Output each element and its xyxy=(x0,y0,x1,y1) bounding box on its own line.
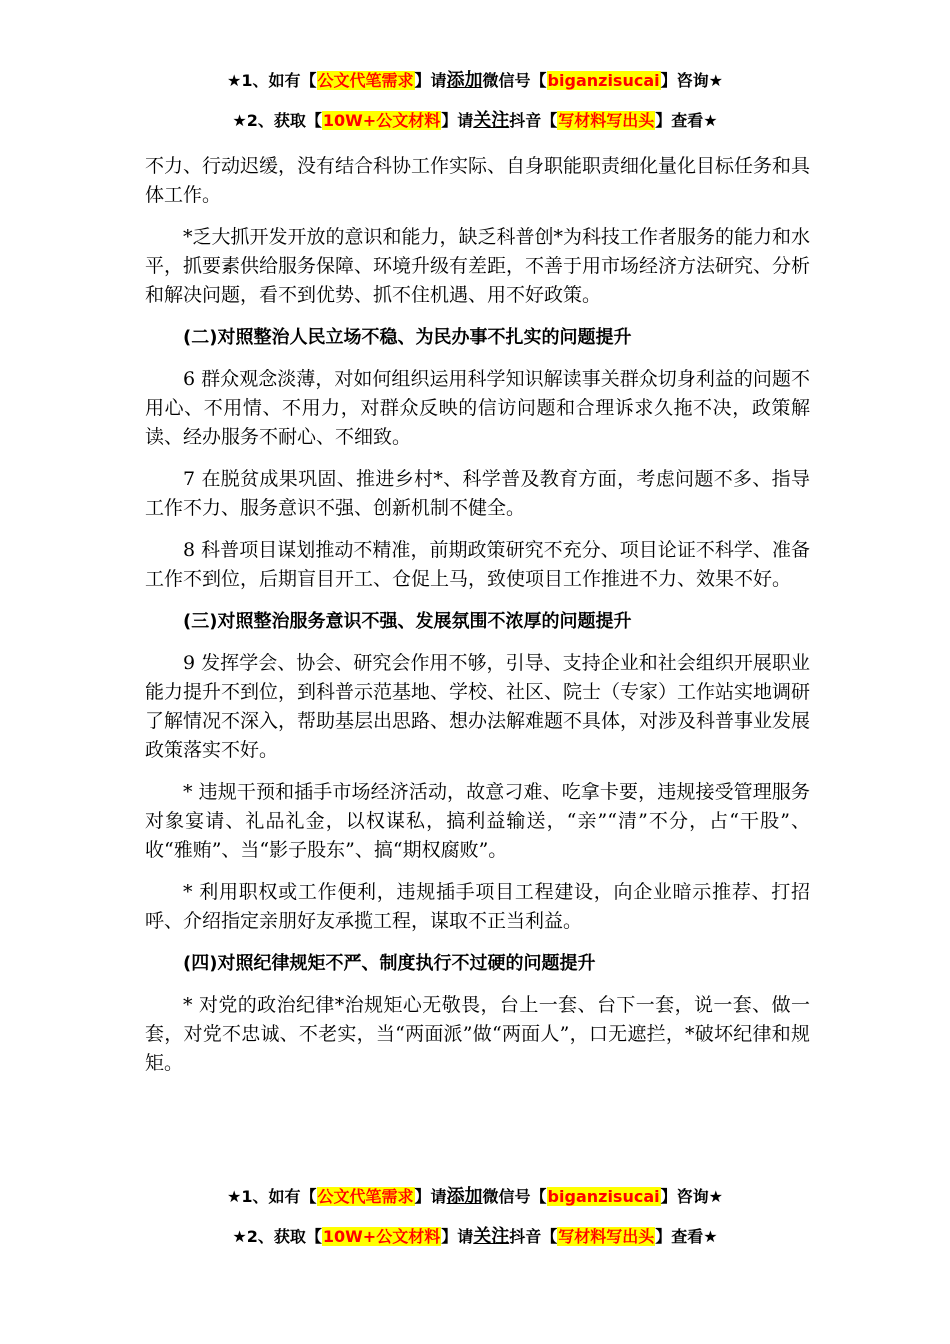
header-line-2 xyxy=(0,110,950,132)
paragraph: 9 发挥学会、协会、研究会作用不够，引导、支持企业和社会组织开展职业能力提升不到位，到科普示范基地、学校、社区、院士（专家）工作站实地调研了解情况不深入，帮助基层出思路、想办法解难题不具体，对涉及科普事业发展政策落实不好。 xyxy=(145,652,811,761)
section-heading: (四)对照纪律规矩不严、制度执行不过硬的问题提升 xyxy=(183,953,596,974)
paragraph: * 利用职权或工作便利，违规插手项目工程建设，向企业暗示推荐、打招呼、介绍指定亲朋好友承揽工程，谋取不正当利益。 xyxy=(145,881,810,932)
underlined-text: 关注 xyxy=(473,1226,510,1247)
footer-text: 抖音【 xyxy=(509,1227,558,1246)
wechat-id: biganzisucai xyxy=(547,1187,660,1206)
footer-text: 1、如有【 xyxy=(241,1187,317,1206)
footer-text: 】请 xyxy=(414,1187,447,1206)
star-icon: ★ xyxy=(232,111,247,130)
star-icon: ★ xyxy=(708,71,723,90)
footer-line-1 xyxy=(0,1186,950,1208)
highlight-text: 10W+公文材料 xyxy=(322,1227,441,1246)
underlined-text: 添加 xyxy=(446,1186,483,1207)
section-heading: (三)对照整治服务意识不强、发展氛围不浓厚的问题提升 xyxy=(183,611,632,632)
footer-text: 微信号【 xyxy=(482,1187,547,1206)
star-icon: ★ xyxy=(232,1227,247,1246)
paragraph: * 对党的政治纪律*治规矩心无敬畏，台上一套、台下一套，说一套、做一套，对党不忠诚、不老实，当“两面派”做“两面人”，口无遮拦，*破坏纪律和规矩。 xyxy=(145,994,810,1074)
paragraph: 不力、行动迟缓，没有结合科协工作实际、自身职能职责细化量化目标任务和具体工作。 xyxy=(145,155,811,206)
wechat-id: biganzisucai xyxy=(547,71,660,90)
star-icon: ★ xyxy=(227,1187,242,1206)
footer-text: 2、获取【 xyxy=(246,1227,322,1246)
paragraph: *乏大抓开发开放的意识和能力，缺乏科普创*为科技工作者服务的能力和水平，抓要素供给服务保障、环境升级有差距，不善于用市场经济方法研究、分析和解决问题，看不到优势、抓不住机遇、用不好政策。 xyxy=(145,226,811,306)
highlight-text: 公文代笔需求 xyxy=(317,1187,414,1206)
footer-text: 】查看 xyxy=(655,1227,704,1246)
star-icon: ★ xyxy=(227,71,242,90)
header-text: 】咨询 xyxy=(660,71,709,90)
douyin-account: 写材料写出头 xyxy=(558,1227,655,1246)
header-text: 】请 xyxy=(414,71,447,90)
header-text: 】查看 xyxy=(655,111,704,130)
underlined-text: 添加 xyxy=(446,70,483,91)
section-heading: (二)对照整治人民立场不稳、为民办事不扎实的问题提升 xyxy=(183,327,632,348)
paragraph: 7 在脱贫成果巩固、推进乡村*、科学普及教育方面，考虑问题不多、指导工作不力、服务意识不强、创新机制不健全。 xyxy=(145,468,810,519)
highlight-text: 10W+公文材料 xyxy=(322,111,441,130)
document-body xyxy=(145,152,810,1091)
star-icon: ★ xyxy=(703,111,718,130)
star-icon: ★ xyxy=(708,1187,723,1206)
paragraph: 8 科普项目谋划推动不精准，前期政策研究不充分、项目论证不科学、准备工作不到位，后期盲目开工、仓促上马，致使项目工作推进不力、效果不好。 xyxy=(145,539,810,590)
underlined-text: 关注 xyxy=(473,110,510,131)
header-text: 1、如有【 xyxy=(241,71,317,90)
footer-text: 】请 xyxy=(441,1227,474,1246)
highlight-text: 公文代笔需求 xyxy=(317,71,414,90)
paragraph: 6 群众观念淡薄，对如何组织运用科学知识解读事关群众切身利益的问题不用心、不用情、不用力，对群众反映的信访问题和合理诉求久拖不决，政策解读、经办服务不耐心、不细致。 xyxy=(145,368,810,448)
douyin-account: 写材料写出头 xyxy=(558,111,655,130)
header-text: 微信号【 xyxy=(482,71,547,90)
header-text: 抖音【 xyxy=(509,111,558,130)
star-icon: ★ xyxy=(703,1227,718,1246)
header-text: 2、获取【 xyxy=(246,111,322,130)
header-line-1 xyxy=(0,70,950,92)
header-text: 】请 xyxy=(441,111,474,130)
paragraph: * 违规干预和插手市场经济活动，故意刁难、吃拿卡要，违规接受管理服务对象宴请、礼品礼金，以权谋私，搞利益输送，“亲”“清”不分，占“干股”、收“雅贿”、当“影子股东”、搞“期权腐败”。 xyxy=(145,781,810,861)
footer-line-2 xyxy=(0,1226,950,1248)
footer-text: 】咨询 xyxy=(660,1187,709,1206)
